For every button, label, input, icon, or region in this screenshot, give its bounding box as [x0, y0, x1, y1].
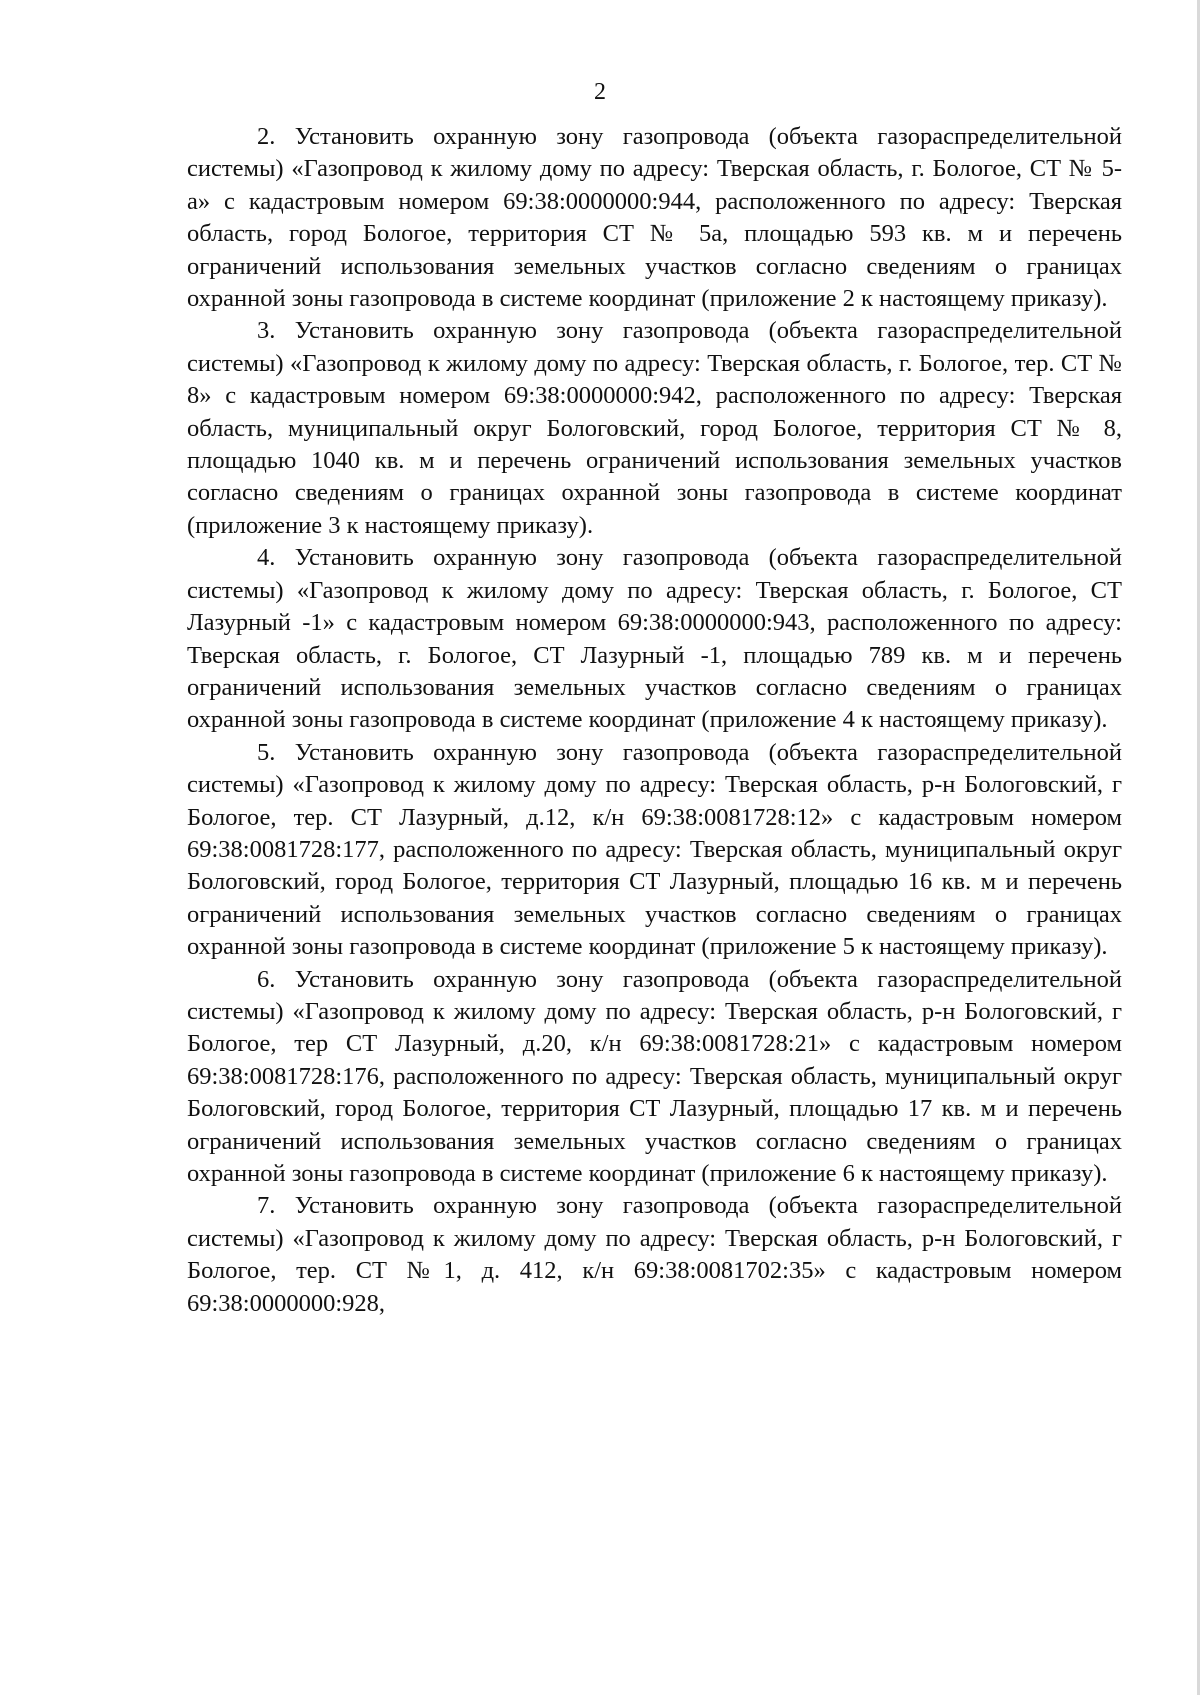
paragraph-item-3: 3. Установить охранную зону газопровода (объекта газораспределительной системы) «Газопровод к жилому дому по адресу: Тверская область, г. Бологое, тер. СТ № 8» с кадастровым номером 69:38:0000000:942, расположенного по адресу: Тверская область, муниципальный округ Бологовский, город Бологое, территория СТ № 8, площадью 1040 кв. м и перечень ограничений использования земельных участков согласно сведениям о границах охранной зоны газопровода в системе координат (приложение 3 к настоящему приказу). [187, 317, 1122, 539]
paragraph-item-7: 7. Установить охранную зону газопровода (объекта газораспределительной системы) «Газопровод к жилому дому по адресу: Тверская область, р-н Бологовский, г Бологое, тер. СТ №1, д. 412, к/н 69:38:0081702:35» с кадастровым номером 69:38:0000000:928, [187, 1192, 1122, 1317]
paragraph-item-2: 2. Установить охранную зону газопровода (объекта газораспределительной системы) «Газопровод к жилому дому по адресу: Тверская область, г. Бологое, СТ № 5-а» с кадастровым номером 69:38:0000000:944, расположенного по адресу: Тверская область, город Бологое, территория СТ № 5а, площадью 593 кв. м и перечень ограничений использования земельных участков согласно сведениям о границах охранной зоны газопровода в системе координат (приложение 2 к настоящему приказу). [187, 123, 1122, 313]
page-number: 2 [594, 79, 606, 105]
paragraph-item-6: 6. Установить охранную зону газопровода (объекта газораспределительной системы) «Газопровод к жилому дому по адресу: Тверская область, р-н Бологовский, г Бологое, тер СТ Лазурный, д.20, к/н 69:38:0081728:21» с кадастровым номером 69:38:0081728:176, расположенного по адресу: Тверская область, муниципальный округ Бологовский, город Бологое, территория СТ Лазурный, площадью 17 кв. м и перечень ограничений использования земельных участков согласно сведениям о границах охранной зоны газопровода в системе координат (приложение 6 к настоящему приказу). [187, 965, 1122, 1187]
paragraph-item-4: 4. Установить охранную зону газопровода (объекта газораспределительной системы) «Газопровод к жилому дому по адресу: Тверская область, г. Бологое, СТ Лазурный -1» с кадастровым номером 69:38:0000000:943, расположенного по адресу: Тверская область, г. Бологое, СТ Лазурный -1, площадью 789 кв. м и перечень ограничений использования земельных участков согласно сведениям о границах охранной зоны газопровода в системе координат (приложение 4 к настоящему приказу). [187, 544, 1122, 734]
document-body [187, 121, 1122, 1320]
paragraph-item-5: 5. Установить охранную зону газопровода (объекта газораспределительной системы) «Газопровод к жилому дому по адресу: Тверская область, р-н Бологовский, г Бологое, тер. СТ Лазурный, д.12, к/н 69:38:0081728:12» с кадастровым номером 69:38:0081728:177, расположенного по адресу: Тверская область, муниципальный округ Бологовский, город Бологое, территория СТ Лазурный, площадью 16 кв. м и перечень ограничений использования земельных участков согласно сведениям о границах охранной зоны газопровода в системе координат (приложение 5 к настоящему приказу). [187, 738, 1122, 961]
